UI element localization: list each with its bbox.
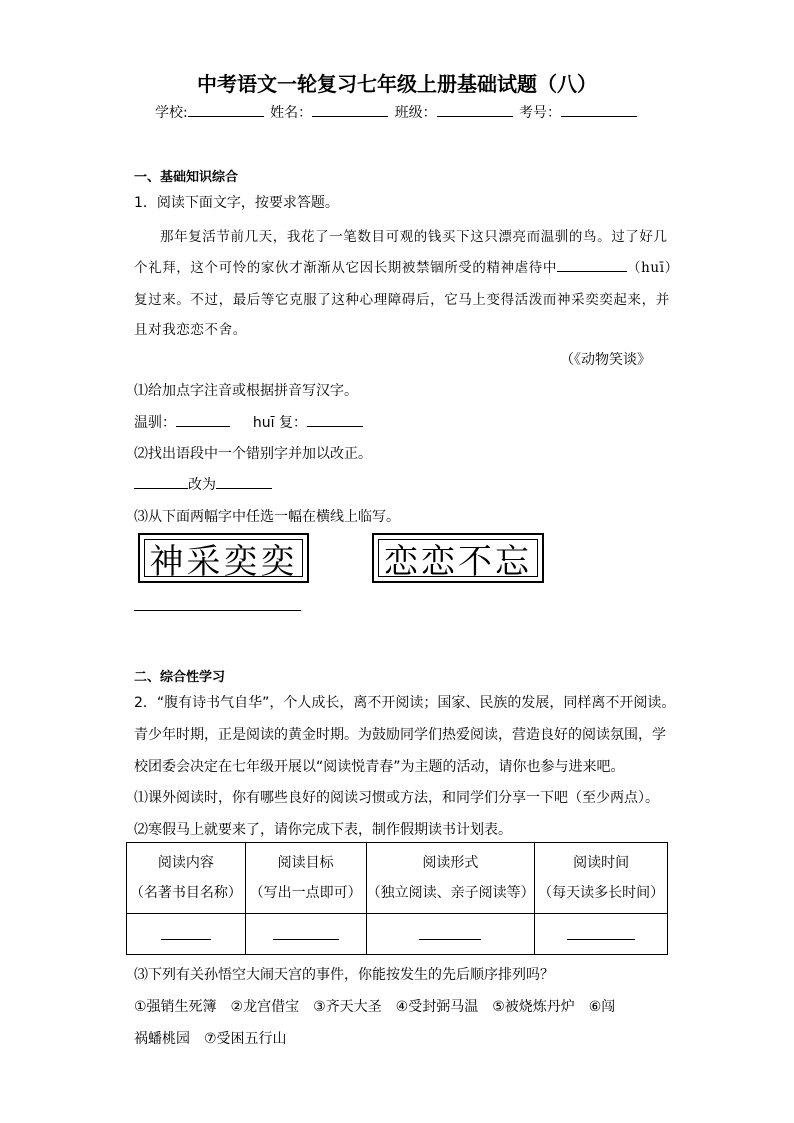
table-header-row <box>127 843 668 914</box>
huifu-label: huī 复： <box>252 415 307 431</box>
student-info-line <box>0 102 794 122</box>
passage-line-2 <box>134 256 679 276</box>
section2-heading: 二、综合性学习 <box>134 670 226 685</box>
hui-pinyin: （huī） <box>627 260 679 276</box>
reading-plan-table <box>126 842 668 955</box>
goal-answer-cell[interactable] <box>245 914 366 955</box>
name-blank[interactable] <box>312 102 388 117</box>
name-label: 姓名： <box>270 105 313 121</box>
passage-line-2-text: 个礼拜，这个可怜的家伙才渐渐从它因长期被禁锢所受的精神虐待中 <box>134 260 557 276</box>
q1-prompt: 1．阅读下面文字，按要求答题。 <box>134 195 339 211</box>
hui-blank[interactable] <box>557 257 627 272</box>
header-reading-form: 阅读形式 （独立阅读、亲子阅读等） <box>366 843 535 914</box>
q2-sub2: ⑵寒假马上就要来了，请你完成下表，制作假期读书计划表。 <box>134 822 512 838</box>
q2-sub3: ⑶下列有关孙悟空大闹天宫的事件，你能按发生的先后顺序排列吗？ <box>134 967 554 983</box>
wrong-char-blank[interactable] <box>134 474 188 489</box>
wenxun-blank[interactable] <box>176 412 230 427</box>
q1-sub1-answers <box>134 412 363 432</box>
calligraphy-sample-2 <box>372 533 544 583</box>
correct-char-blank[interactable] <box>216 474 272 489</box>
copy-writing-line[interactable] <box>134 610 301 611</box>
table-row <box>127 914 668 955</box>
school-label: 学校: <box>154 105 188 121</box>
class-blank[interactable] <box>437 102 513 117</box>
gaiwei-label: 改为 <box>188 477 216 493</box>
school-blank[interactable] <box>188 102 264 117</box>
passage-line-4: 且对我恋恋不舍。 <box>134 322 247 338</box>
q2-line-1: 2．“腹有诗书气自华”，个人成长，离不开阅读；国家、民族的发展，同样离不开阅读。 <box>134 695 676 711</box>
events-line-1: ①强销生死簿 ②龙宫借宝 ③齐天大圣 ④受封弼马温 ⑤被烧炼丹炉 ⑥闯 <box>134 999 616 1015</box>
q2-sub1: ⑴课外阅读时，你有哪些良好的阅读习惯或方法，和同学们分享一下吧（至少两点）。 <box>134 790 659 806</box>
huifu-blank[interactable] <box>307 412 363 427</box>
exam-no-blank[interactable] <box>561 102 637 117</box>
exam-no-label: 考号： <box>519 105 562 121</box>
passage-source: （《动物笑谈》 <box>560 352 651 368</box>
header-reading-time: 阅读时间 （每天读多长时间） <box>535 843 668 914</box>
calligraphy-text-1: 神采奕奕 <box>144 539 303 577</box>
page-title: 中考语文一轮复习七年级上册基础试题（八） <box>197 72 597 96</box>
q1-sub2-answer <box>134 474 272 494</box>
header-reading-content: 阅读内容 （名著书目名称） <box>127 843 246 914</box>
q1-sub1: ⑴给加点字注音或根据拼音写汉字。 <box>134 383 358 399</box>
q2-line-3: 校团委会决定在七年级开展以“阅读悦青春”为主题的活动，请你也参与进来吧。 <box>134 759 625 775</box>
section1-heading: 一、基础知识综合 <box>134 170 239 185</box>
wenxun-label: 温驯： <box>134 415 176 431</box>
class-label: 班级： <box>394 105 437 121</box>
header-reading-goal: 阅读目标 （写出一点即可） <box>245 843 366 914</box>
passage-line-3: 复过来。不过，最后等它克服了这种心理障碍后，它马上变得活泼而神采奕奕起来，并 <box>134 292 670 308</box>
passage-line-1: 那年复活节前几天，我花了一笔数目可观的钱买下这只漂亮而温驯的鸟。过了好几 <box>160 229 668 245</box>
calligraphy-sample-1 <box>138 533 309 583</box>
q1-sub2: ⑵找出语段中一个错别字并加以改正。 <box>134 446 372 462</box>
q2-line-2: 青少年时期，正是阅读的黄金时期。为鼓励同学们热爱阅读，营造良好的阅读氛围，学 <box>134 727 666 743</box>
calligraphy-text-2: 恋恋不忘 <box>378 539 538 577</box>
form-answer-cell[interactable] <box>366 914 535 955</box>
content-answer-cell[interactable] <box>127 914 246 955</box>
events-line-2: 祸蟠桃园 ⑦受困五行山 <box>134 1031 287 1047</box>
q1-sub3: ⑶从下面两幅字中任选一幅在横线上临写。 <box>134 509 400 525</box>
time-answer-cell[interactable] <box>535 914 668 955</box>
